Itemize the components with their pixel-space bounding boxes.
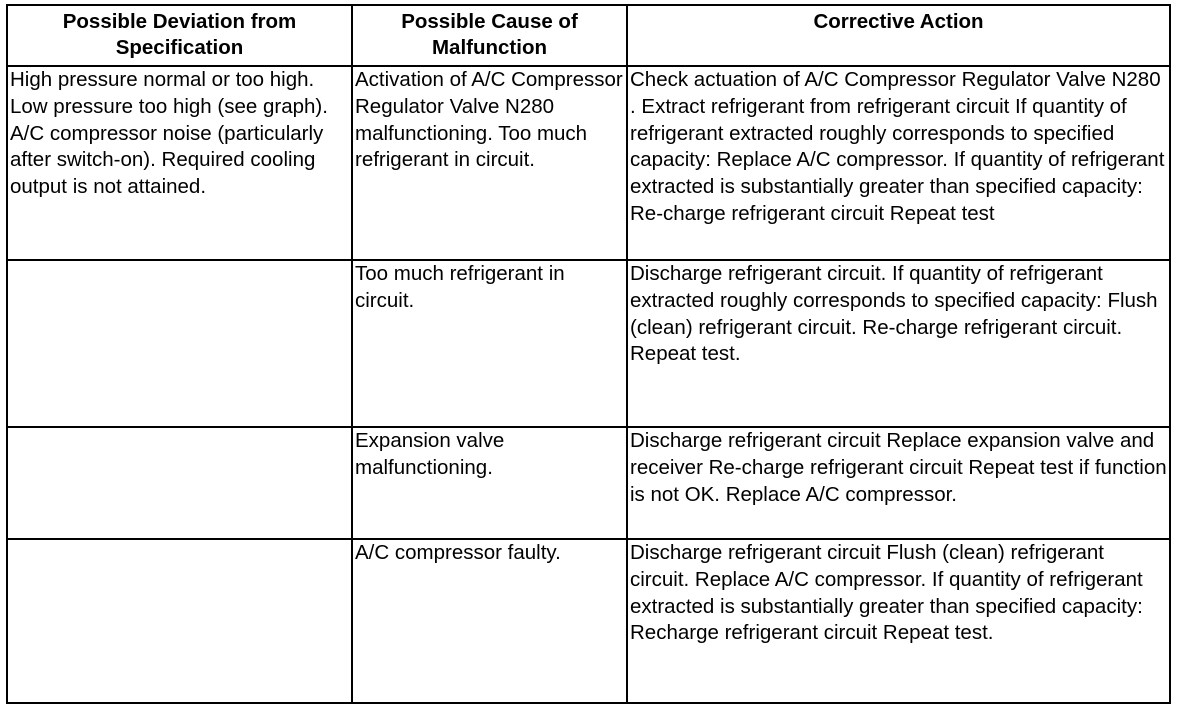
header-row (7, 5, 1170, 66)
header-cause: Possible Cause of Malfunction (352, 5, 627, 66)
corrective-action-cell: Check actuation of A/C Compressor Regulator Valve N280 . Extract refrigerant from refrigerant circuit If quantity of refrigerant extracted roughly corresponds to specified capacity: Replace A/C compressor. If quantity of refrigerant extracted is substantially greater than specified capacity: Re-charge refrigerant circuit Repeat test (627, 66, 1170, 260)
table-header (7, 5, 1170, 66)
cause-cell: A/C compressor faulty. (352, 539, 627, 703)
cause-cell: Activation of A/C Compressor Regulator Valve N280 malfunctioning. Too much refrigerant in circuit. (352, 66, 627, 260)
header-corrective-action: Corrective Action (627, 5, 1170, 66)
cause-cell: Too much refrigerant in circuit. (352, 260, 627, 427)
header-deviation: Possible Deviation from Specification (7, 5, 352, 66)
deviation-cell (7, 427, 352, 539)
deviation-cell (7, 260, 352, 427)
table-row (7, 66, 1170, 260)
corrective-action-cell: Discharge refrigerant circuit Replace expansion valve and receiver Re-charge refrigerant circuit Repeat test if function is not OK. Replace A/C compressor. (627, 427, 1170, 539)
table-row (7, 427, 1170, 539)
deviation-cell (7, 539, 352, 703)
corrective-action-cell: Discharge refrigerant circuit Flush (clean) refrigerant circuit. Replace A/C compressor. If quantity of refrigerant extracted is substantially greater than specified capacity: Recharge refrigerant circuit Repeat test. (627, 539, 1170, 703)
troubleshooting-table (6, 4, 1171, 704)
cause-cell: Expansion valve malfunctioning. (352, 427, 627, 539)
table-body (7, 66, 1170, 703)
corrective-action-cell: Discharge refrigerant circuit. If quantity of refrigerant extracted roughly corresponds to specified capacity: Flush (clean) refrigerant circuit. Re-charge refrigerant circuit. Repeat test. (627, 260, 1170, 427)
deviation-cell: High pressure normal or too high. Low pressure too high (see graph). A/C compressor noise (particularly after switch-on). Required cooling output is not attained. (7, 66, 352, 260)
table-row (7, 260, 1170, 427)
table-row (7, 539, 1170, 703)
